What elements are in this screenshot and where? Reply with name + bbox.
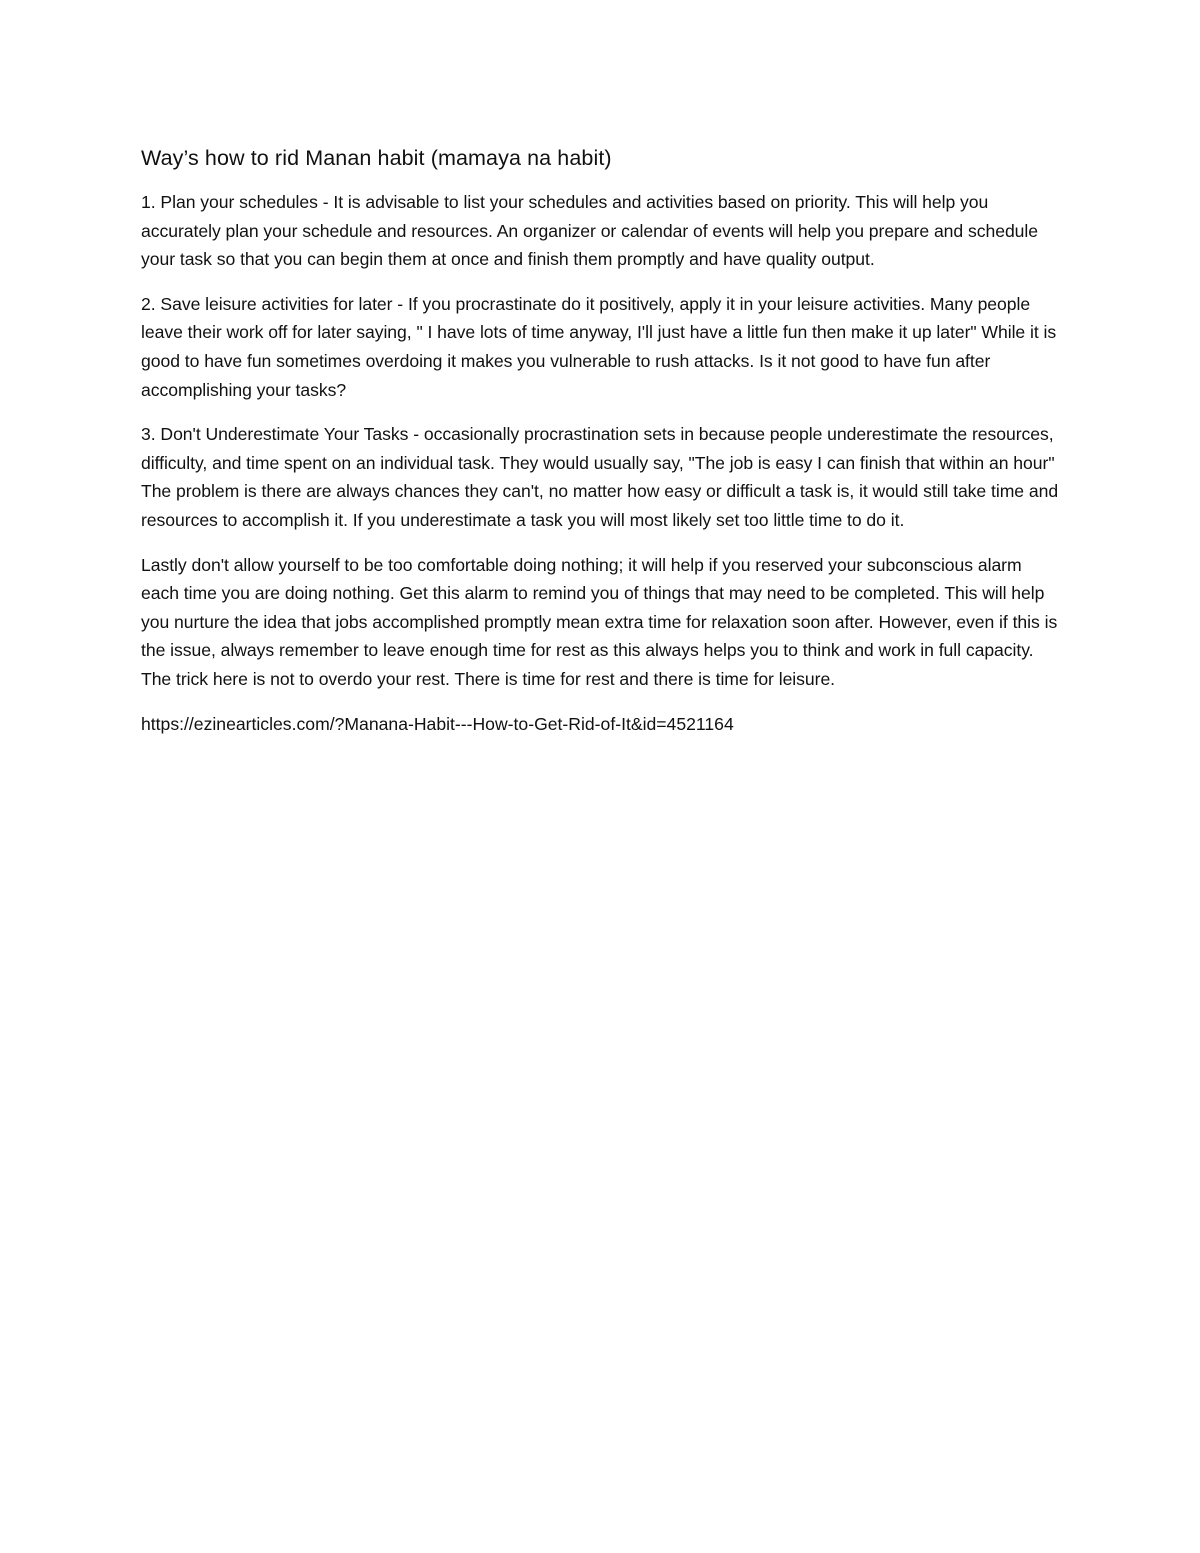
source-url-link[interactable]: https://ezinearticles.com/?Manana-Habit---How-to-Get-Rid-of-It&id=4521164 bbox=[141, 713, 734, 734]
paragraph-lastly: Lastly don't allow yourself to be too comfortable doing nothing; it will help if you reserved your subconscious alarm each time you are doing nothing. Get this alarm to remind you of things that may need to be completed. This will help you nurture the idea that jobs accomplished promptly mean extra time for relaxation soon after. However, even if this is the issue, always remember to leave enough time for rest as this always helps you to think and work in full capacity. The trick here is not to overdo your rest. There is time for rest and there is time for leisure. bbox=[141, 554, 1058, 689]
document-title: Way’s how to rid Manan habit (mamaya na habit) bbox=[141, 146, 612, 170]
paragraph-plan-schedules: 1. Plan your schedules - It is advisable to list your schedules and activities based on priority. This will help you accurately plan your schedule and resources. An organizer or calendar of events will help you prepare and schedule your task so that you can begin them at once and finish them promptly and have quality output. bbox=[141, 192, 1039, 270]
document-page bbox=[141, 142, 1061, 738]
paragraph-save-leisure: 2. Save leisure activities for later - If you procrastinate do it positively, apply it in your leisure activities. Many people leave their work off for later saying, " I have lots of time anyway, I'll just have a little fun then make it up later" While it is good to have fun sometimes overdoing it makes you vulnerable to rush attacks. Is it not good to have fun after accomplishing your tasks? bbox=[141, 293, 1057, 400]
paragraph-dont-underestimate: 3. Don't Underestimate Your Tasks - occasionally procrastination sets in because people underestimate the resources, difficulty, and time spent on an individual task. They would usually say, "The job is easy I can finish that within an hour" The problem is there are always chances they can't, no matter how easy or difficult a task is, it would still take time and resources to accomplish it. If you underestimate a task you will most likely set too little time to do it. bbox=[141, 424, 1059, 530]
